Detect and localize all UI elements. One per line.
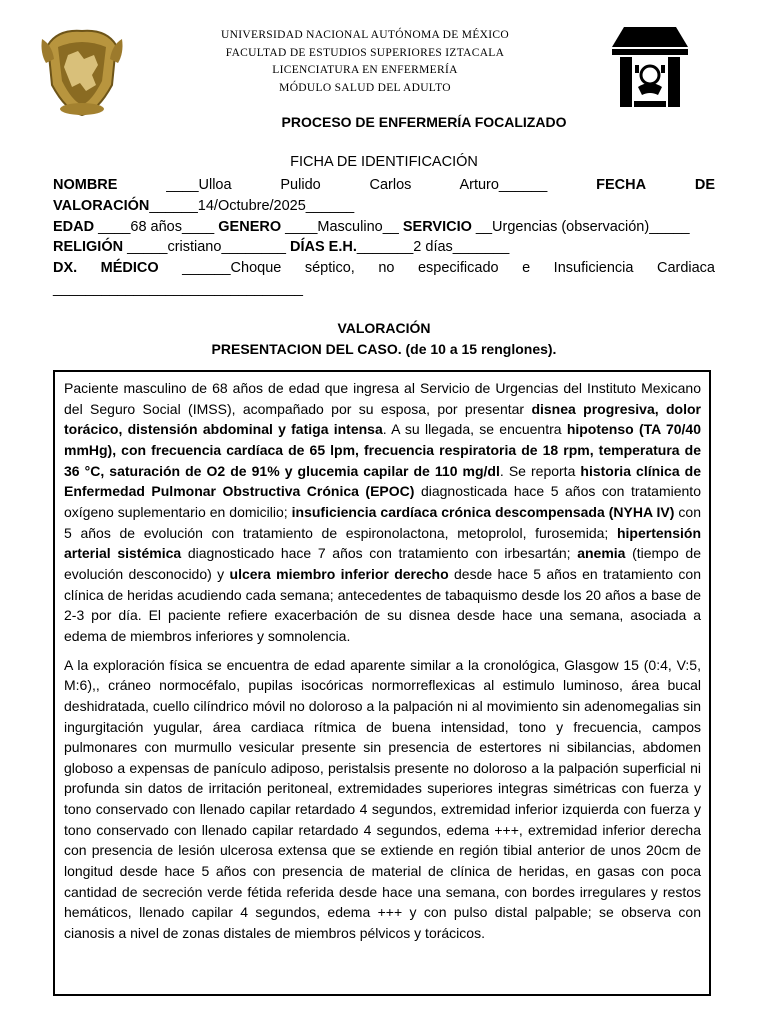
fecha-label-3: VALORACIÓN <box>53 197 150 214</box>
case-bold-text: insuficiencia cardíaca crónica descompensada (NYHA IV) <box>291 503 675 520</box>
nombre-value-4: Arturo______ <box>459 177 548 193</box>
valoracion-subheading: PRESENTACION DEL CASO. (de 10 a 15 renglones). <box>211 341 557 357</box>
fecha-row <box>53 196 715 217</box>
dx-value-6: Insuficiencia <box>553 260 634 277</box>
ficha-heading: FICHA DE IDENTIFICACIÓN <box>290 154 478 170</box>
dx-row-2 <box>53 279 715 300</box>
dx-value-4: especificado <box>417 260 499 277</box>
dx-label-2: MÉDICO <box>100 260 159 277</box>
case-text: con 5 años de evolución con tratamiento de espironolactona, metoprolol, furosemida; <box>64 503 701 541</box>
case-text: . Se reporta <box>499 462 581 479</box>
case-paragraph-2: A la exploración física se encuentra de edad aparente similar a la cronológica, Glasgow 15 (0:4, V:5, M:6),, cráneo normocéfalo, pupilas isocóricas normorreflexicas al estimulo luminoso, área bucal deshidratada, cuello cilíndrico móvil no doloroso a la palpación ni al movimiento sin adenomegalias sin ingurgitación yugular, área cardiaca rítmica de buena intensidad, tono y frecuencia, campos pulmonares con murmullo vesicular presente sin presencia de estertores ni sibilancias, abdomen globoso a expensas de panículo adiposo, peristalsis presente no doloroso a la palpación superficial ni profunda sin datos de irritación peritoneal, extremidades superiores integras simétricas con fuerza y tono conservado con llenado capilar retardado 4 segundos, extremidad inferior izquierda con fuerza y tono conservado con llenado capilar retardado 4 segundos, edema +++, extremidad inferior derecha con presencia de lesión ulcerosa extensa que se extiende en región tibial anterior de unos 20cm de longitud desde hace 5 años con presencia de material de clínica de heridas, en gasas con poca cantidad de secreción verde fétida referida desde hace una semana, con bordes irregulares y restos hemáticos, llenado capilar 4 segundos, edema +++ y con pulso distal palpable; se observa con cianosis a nivel de zonas distales de miembros pélvicos y torácicos. <box>64 656 701 942</box>
case-text: Paciente masculino de 68 años de edad que ingresa al Servicio de Urgencias del Instituto Mexicano del Seguro Social (IMSS), acompañado por su esposa, por presentar <box>64 380 701 417</box>
religion-row <box>53 237 715 258</box>
genero-label: GENERO <box>218 218 282 235</box>
page-title: PROCESO DE ENFERMERÍA FOCALIZADO <box>281 114 567 130</box>
case-text: diagnosticado hace 7 años con tratamiento con irbesartán; <box>181 545 578 562</box>
dx-row <box>53 258 715 279</box>
edad-value: ____68 años____ <box>98 218 215 235</box>
dx-value-1: ______Choque <box>182 260 282 277</box>
genero-value: ____Masculino__ <box>285 218 399 235</box>
edad-row <box>53 217 715 238</box>
nombre-value-3: Carlos <box>369 177 412 193</box>
case-bold-text: historia clínica de Enfermedad Pulmonar Obstructiva Crónica (EPOC) <box>64 462 702 500</box>
case-bold-text: anemia <box>577 545 626 562</box>
dx-label-1: DX. <box>53 260 78 277</box>
header-line-3: LICENCIATURA EN ENFERMERÍA <box>272 64 458 76</box>
header-line-2: FACULTAD DE ESTUDIOS SUPERIORES IZTACALA <box>225 46 505 59</box>
unam-crest-icon <box>38 25 126 117</box>
case-text: diagnosticada hace 5 años con tratamiento oxígeno suplementario en domicilio; <box>64 483 701 520</box>
case-bold-text: hipotenso (TA 70/40 mmHg), con frecuencia cardíaca de 65 lpm, frecuencia respiratoria de 18 rpm, temperatura de 36 °C, saturación de O2 de 91% y glucemia capilar de 110 mg/dl <box>64 421 701 479</box>
case-text: (tiempo de evolución desconocido) y <box>64 545 701 582</box>
case-paragraph-1 <box>64 378 701 647</box>
dias-value: _______2 días_______ <box>356 239 510 256</box>
case-bold-text: disnea progresiva, dolor torácico, distensión abdominal y fatiga intensa <box>64 400 701 438</box>
case-presentation-box <box>53 370 711 996</box>
fecha-value: ______14/Octubre/2025______ <box>149 197 355 214</box>
dx-value-7: Cardiaca <box>656 260 715 277</box>
religion-value: _____cristiano________ <box>127 239 286 256</box>
servicio-label: SERVICIO <box>402 218 472 235</box>
header-line-4: MÓDULO SALUD DEL ADULTO <box>279 81 451 94</box>
nombre-row <box>53 175 715 196</box>
dx-value-3: no <box>378 260 395 277</box>
case-text: desde hace 5 años en tratamiento con clínica de heridas acudiendo cada semana; antecedentes de tabaquismo desde los 20 años a base de 2-3 por día. El paciente refiere exacerbación de su disnea desde hace una semana, asociada a edema de miembros inferiores y somnolencia. <box>64 565 701 644</box>
nombre-value-1: ____Ulloa <box>166 177 232 193</box>
header-line-1: UNIVERSIDAD NACIONAL AUTÓNOMA DE MÉXICO <box>221 29 509 41</box>
fecha-label-1: FECHA <box>596 177 647 193</box>
valoracion-heading: VALORACIÓN <box>337 320 431 336</box>
dx-value-5: e <box>522 260 531 277</box>
religion-label: RELIGIÓN <box>53 239 124 256</box>
servicio-value: __Urgencias (observación)_____ <box>475 218 690 235</box>
nombre-value-2: Pulido <box>280 177 321 193</box>
fes-iztacala-emblem-icon <box>610 25 690 109</box>
institution-header <box>180 27 550 97</box>
identification-fields <box>53 175 715 300</box>
dias-label: DÍAS E.H. <box>289 239 357 256</box>
case-bold-text: hipertensión arterial sistémica <box>64 524 701 562</box>
case-text: . A su llegada, se encuentra <box>382 421 567 438</box>
dx-value-2: séptico, <box>304 260 355 277</box>
dx-underline: _______________________________ <box>53 280 303 297</box>
fecha-label-2: DE <box>694 177 716 193</box>
case-bold-text: ulcera miembro inferior derecho <box>229 565 449 582</box>
nombre-label: NOMBRE <box>53 177 118 193</box>
edad-label: EDAD <box>53 218 95 235</box>
